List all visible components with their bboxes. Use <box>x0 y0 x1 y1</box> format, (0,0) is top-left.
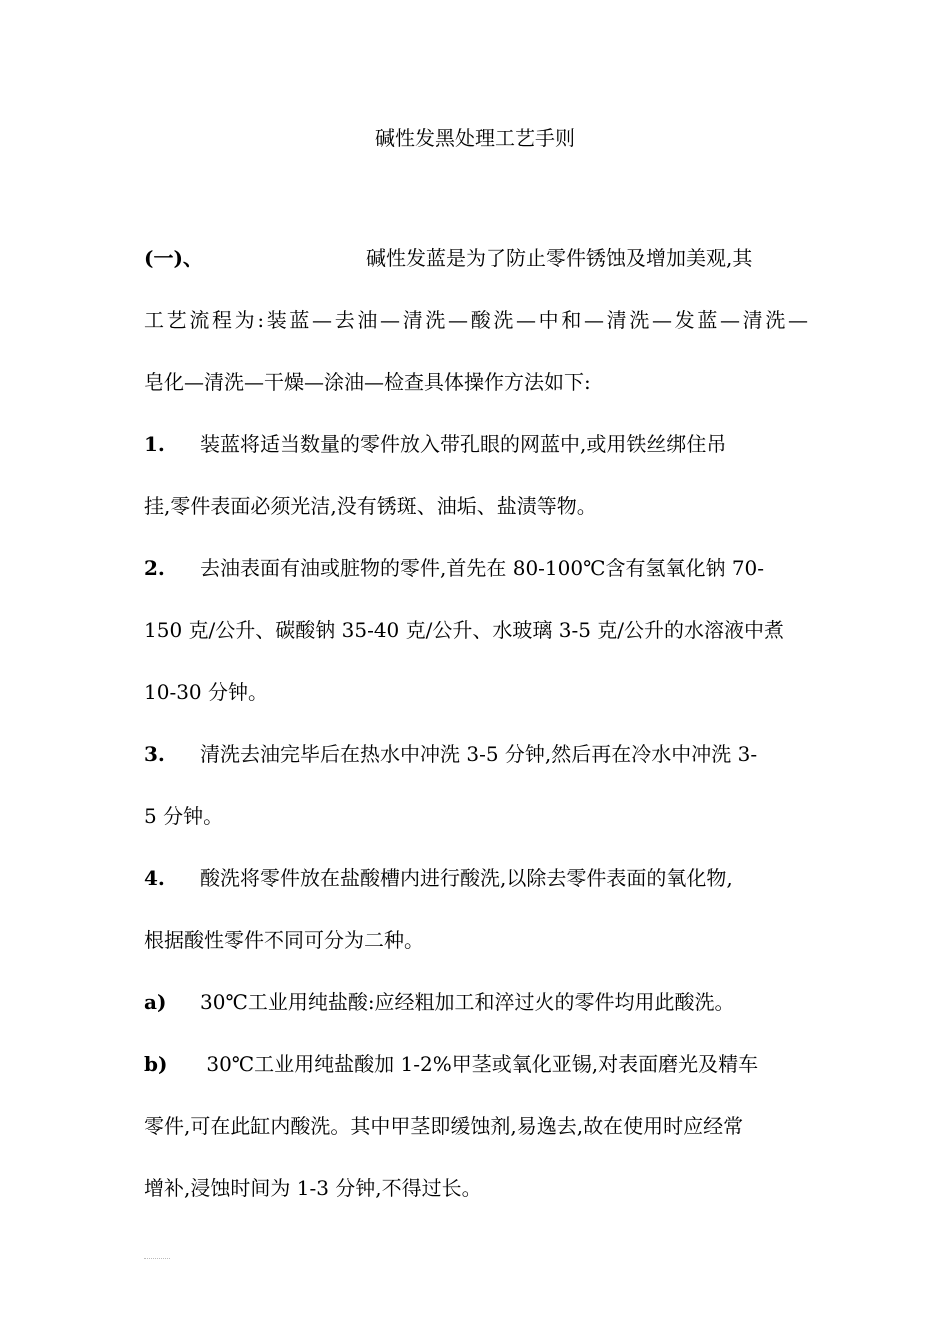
list-item-b-line-2: 零件,可在此缸内酸洗。其中甲茎即缓蚀剂,易逸去,故在使用时应经常 <box>144 1114 744 1138</box>
intro-line-2: 工艺流程为:装蓝—去油—清洗—酸洗—中和—清洗—发蓝—清洗— <box>144 308 808 332</box>
intro-line-3: 皂化—清洗—干燥—涂油—检查具体操作方法如下: <box>144 370 591 394</box>
list-item-4-line-1 <box>144 863 808 893</box>
list-item-3-line-2: 5 分钟。 <box>144 804 224 828</box>
document-title: 碱性发黑处理工艺手则 <box>375 126 575 150</box>
list-item-text: 30℃工业用纯盐酸加 1-2%甲茎或氧化亚锡,对表面磨光及精车 <box>200 1052 759 1076</box>
list-item-number: b) <box>144 1052 168 1076</box>
list-item-2-line-2: 150 克/公升、碳酸钠 35-40 克/公升、水玻璃 3-5 克/公升的水溶液中煮 <box>144 618 785 642</box>
intro-line-1 <box>144 243 808 273</box>
list-item-number: 2. <box>144 556 165 580</box>
list-item-number: 1. <box>144 432 165 456</box>
list-item-1-line-2: 挂,零件表面必须光洁,没有锈斑、油垢、盐渍等物。 <box>144 494 597 518</box>
list-item-2-line-3: 10-30 分钟。 <box>144 680 269 704</box>
list-item-number: 4. <box>144 866 165 890</box>
list-item-b-line-3: 增补,浸蚀时间为 1-3 分钟,不得过长。 <box>144 1176 482 1200</box>
list-item-4-line-2: 根据酸性零件不同可分为二种。 <box>144 928 424 952</box>
intro-text-1: 碱性发蓝是为了防止零件锈蚀及增加美观,其 <box>366 246 753 270</box>
list-item-number: a) <box>144 990 167 1014</box>
list-item-3-line-1 <box>144 739 808 769</box>
list-item-text: 装蓝将适当数量的零件放入带孔眼的网蓝中,或用铁丝绑住吊 <box>200 432 727 456</box>
list-item-number: 3. <box>144 742 165 766</box>
list-item-2-line-1 <box>144 553 808 583</box>
list-item-b-line-1 <box>144 1049 808 1079</box>
list-item-text: 酸洗将零件放在盐酸槽内进行酸洗,以除去零件表面的氧化物, <box>200 866 733 890</box>
list-item-text: 30℃工业用纯盐酸:应经粗加工和淬过火的零件均用此酸洗。 <box>200 990 735 1014</box>
list-item-a-line-1 <box>144 987 808 1017</box>
list-item-text: 清洗去油完毕后在热水中冲洗 3-5 分钟,然后再在冷水中冲洗 3- <box>200 742 758 766</box>
list-item-text: 去油表面有油或脏物的零件,首先在 80-100℃含有氢氧化钠 70- <box>200 556 765 580</box>
list-item-1-line-1 <box>144 429 808 459</box>
section-label: (一)、 <box>144 246 203 270</box>
footer-divider <box>144 1258 170 1260</box>
